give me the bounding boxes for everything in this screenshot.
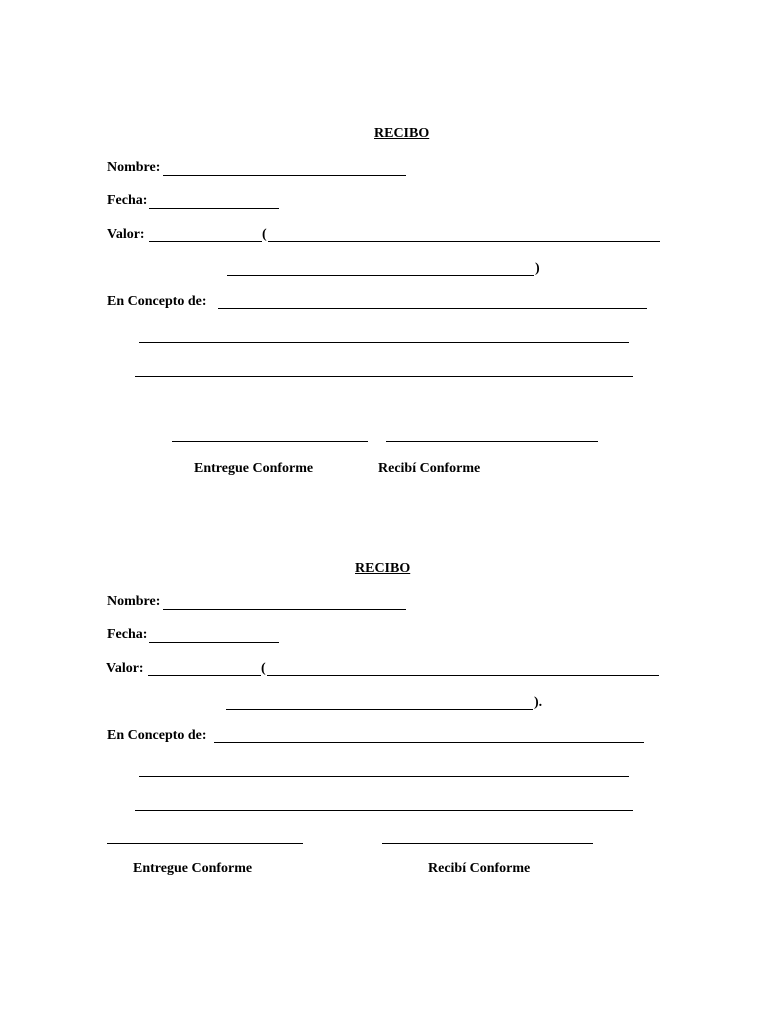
concepto-line-1[interactable]: [218, 308, 647, 309]
valor-amount-line[interactable]: [149, 241, 262, 242]
entregue-signature-line[interactable]: [172, 441, 368, 442]
close-paren: ): [535, 261, 540, 276]
fecha-label: Fecha:: [107, 193, 148, 208]
valor-words-line-continued[interactable]: [227, 275, 534, 276]
valor-words-line[interactable]: [267, 675, 659, 676]
nombre-blank-line[interactable]: [163, 609, 406, 610]
entregue-conforme-label: Entregue Conforme: [194, 461, 314, 476]
concepto-line-1[interactable]: [214, 742, 644, 743]
valor-words-line-continued[interactable]: [226, 709, 533, 710]
recibi-conforme-label: Recibí Conforme: [428, 861, 531, 876]
valor-amount-line[interactable]: [148, 675, 261, 676]
open-paren: (: [261, 661, 266, 676]
entregue-signature-line[interactable]: [107, 843, 303, 844]
entregue-conforme-label: Entregue Conforme: [133, 861, 253, 876]
nombre-blank-line[interactable]: [163, 175, 406, 176]
valor-label: Valor:: [107, 227, 145, 242]
fecha-blank-line[interactable]: [149, 642, 279, 643]
valor-words-line[interactable]: [268, 241, 660, 242]
concepto-line-2[interactable]: [139, 776, 629, 777]
recibi-signature-line[interactable]: [386, 441, 598, 442]
fecha-blank-line[interactable]: [149, 208, 279, 209]
recibi-conforme-label: Recibí Conforme: [378, 461, 481, 476]
close-paren: ).: [534, 695, 543, 710]
fecha-label: Fecha:: [107, 627, 148, 642]
concepto-line-3[interactable]: [135, 810, 633, 811]
concepto-line-3[interactable]: [135, 376, 633, 377]
open-paren: (: [262, 227, 267, 242]
nombre-label: Nombre:: [107, 160, 161, 175]
recibi-signature-line[interactable]: [382, 843, 593, 844]
concepto-label: En Concepto de:: [107, 294, 207, 309]
concepto-line-2[interactable]: [139, 342, 629, 343]
valor-label: Valor:: [106, 661, 144, 676]
receipt-title: RECIBO: [355, 561, 411, 576]
receipt-title: RECIBO: [374, 126, 430, 141]
concepto-label: En Concepto de:: [107, 728, 207, 743]
nombre-label: Nombre:: [107, 594, 161, 609]
